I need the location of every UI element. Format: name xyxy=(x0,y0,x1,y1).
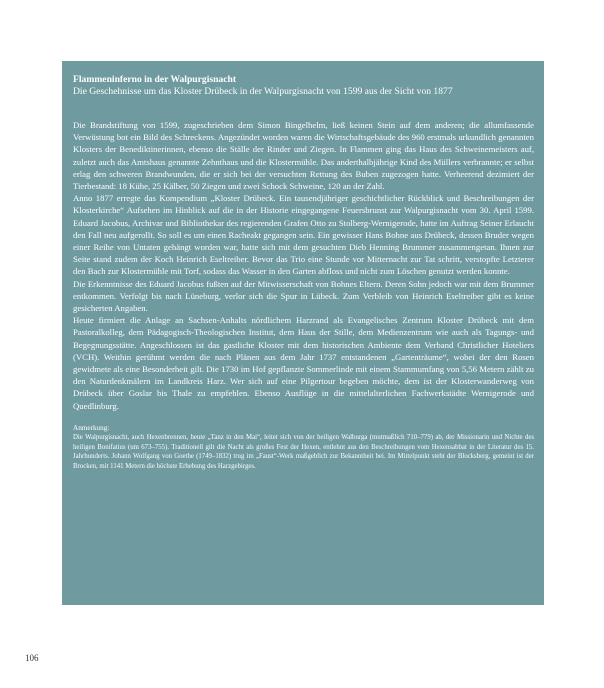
page-number: 106 xyxy=(25,653,39,663)
note-text: Die Walpurgisnacht, auch Hexenbrennen, heute „Tanz in den Mai“, leitet sich von der heiligen Walburga (mutmaßlich 710–779) ab, der Missionarin und Nichte des heiligen Bonifatius (um 673–755). Traditionell gilt die Nacht als großes Fest der Hexen, entlehnt aus den Beschreibungen vom Hexensabbat in der Literatur des 15. Jahrhunderts. Johann Wolfgang von Goethe (1749–1832) trug im „Faust“-Werk maßgeblich zur Bekanntheit bei. Im Mittelpunkt steht der Blocksberg, gemeint ist der Brocken, mit 1141 Metern die höchste Erhebung des Harzgebirges. xyxy=(73,434,534,470)
paragraph-findings: Die Erkenntnisse des Eduard Jacobus fußten auf der Mitwisserschaft von Bohnes Eltern. Deren Sohn jedoch war mit dem Brummer entkommen. Verfolgt bis nach Lüneburg, verlor sich die Spur in Lübeck. Zum Verbleib von Heinrich Eseltreiber gibt es keine gesicherten Angaben. xyxy=(73,278,534,314)
article-title: Flammeninferno in der Walpurgisnacht xyxy=(73,74,237,85)
paragraph-fire-account: Die Brandstiftung von 1599, zugeschrieben dem Simon Bingelhelm, ließ keinen Stein auf dem anderen; die allumfassende Verwüstung bot ein Bild des Schreckens. Angezündet worden waren die Wirtschaftsgebäude des 960 erstmals urkundlich genannten Klosters der Benediktinerinnen, ebenso die Ställe der Rinder und Ziegen. In Flammen ging das Haus des Schweinemeisters auf, zuletzt auch das Amtshaus genannte Zehnthaus und die Klostermühle. Das anderthalbjährige Kind des Müllers verbrannte; er selbst erlag den schweren Brandwunden, die er sich bei der versuchten Rettung des Buben zugezogen hatte. Verheerend dezimiert der Tierbestand: 18 Kühe, 25 Kälber, 50 Ziegen und zwei Schock Schweine, 120 an der Zahl. xyxy=(73,120,534,192)
paragraph-jacobus-1877: Anno 1877 erregte das Kompendium „Kloster Drübeck. Ein tausendjähriger geschichtlicher Rückblick und Beschreibungen der Klosterkirche“ Aufsehen im Hinblick auf die in der Historie eingegangene Feuersbrunst zur Walpurgisnacht vom 30. April 1599. Eduard Jacobus, Archivar und Bibliothekar des regierenden Grafen Otto zu Stolberg-Wernigerode, hatte im Auftrag Seiner Erlaucht den Fall neu aufgerollt. So soll es um einen Racheakt gegangen sein. Ein gewisser Hans Bohne aus Drübeck, dessen Bruder wegen einer Reihe von Untaten gehängt worden war, hatte sich mit dem gesuchten Dieb Henning Brummer zusammengetan. Ihnen zur Seite stand zudem der Koch Heinrich Eseltreiber. Bevor das Trio eine Stunde vor Mitternacht zur Tat schritt, verstopfte Letzterer den Bach zur Klostermühle mit Torf, sodass das Wasser in den Garten abfloss und nicht zum Löschen genutzt werden konnte. xyxy=(73,193,534,277)
article-subtitle: Die Geschehnisse um das Kloster Drübeck in der Walpurgisnacht von 1599 aus der Sicht von 1877 xyxy=(73,86,453,97)
note-heading: Anmerkung: xyxy=(73,423,110,432)
paragraph-today: Heute firmiert die Anlage an Sachsen-Anhalts nördlichem Harzrand als Evangelisches Zentrum Kloster Drübeck mit dem Pastoralkolleg, dem Pädagogisch-Theologischen Institut, dem Haus der Stille, dem Medienzentrum wie auch als Tagungs- und Begegnungsstätte. Angeschlossen ist das gastliche Kloster mit dem historischen Ambiente dem Verband Christlicher Hoteliers (VCH). Weithin gerühmt werden die nach Plänen aus dem Jahr 1737 entstandenen „Gartenträume“, wobei der den Rosen gewidmete als eine Besonderheit gilt. Die 1730 im Hof gepflanzte Sommerlinde mit einem Stammumfang von 5,56 Metern zählt zu den Naturdenkmälern im Landkreis Harz. Wer sich auf eine Pilgertour begeben möchte, dem ist der Klosterwanderweg von Drübeck über Goslar bis Thale zu empfehlen. Ebenso Ausflüge in die mittelalterlichen Fachwerkstädte Wernigerode und Quedlinburg. xyxy=(73,315,534,411)
article-box xyxy=(62,61,544,605)
